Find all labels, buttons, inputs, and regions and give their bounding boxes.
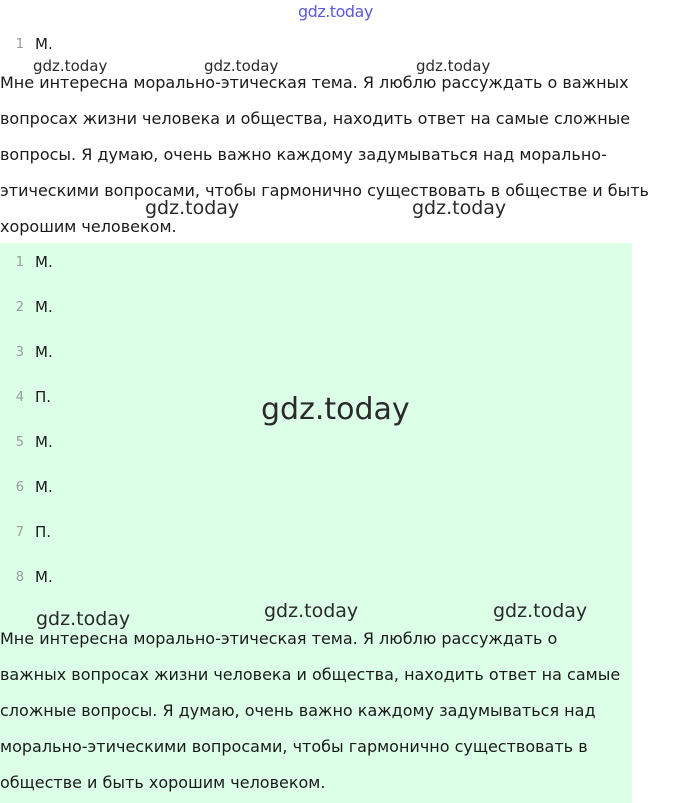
item-answer: П.	[35, 523, 52, 541]
watermark: gdz.today	[416, 57, 491, 75]
watermark: gdz.today	[33, 57, 108, 75]
answer-row	[0, 432, 53, 452]
watermark: gdz.today	[145, 197, 240, 219]
answer-paragraph: Мне интересна морально-этическая тема. Я люблю рассуждать о важных вопросах жизни человека и общества, находить ответ на самые сложные вопросы. Я думаю, очень важно каждому задумываться над морально-этическими вопросами, чтобы гармонично существовать в обществе и быть хорошим человеком.	[0, 73, 649, 236]
answer-row	[0, 297, 53, 317]
site-logo[interactable]: gdz.today	[298, 2, 373, 21]
item-answer: М.	[35, 478, 53, 496]
item-number: 6	[15, 479, 24, 495]
watermark: gdz.today	[36, 608, 131, 630]
answer-row	[0, 477, 53, 497]
watermark: gdz.today	[264, 600, 359, 622]
item-answer: М.	[35, 568, 53, 586]
item-answer: М.	[35, 35, 53, 53]
answer-row	[0, 342, 53, 362]
watermark: gdz.today	[412, 197, 507, 219]
watermark: gdz.today	[261, 392, 410, 427]
item-number: 7	[15, 524, 24, 540]
item-number: 1	[15, 254, 24, 270]
item-number: 2	[15, 299, 24, 315]
answer-row	[0, 567, 53, 587]
item-answer: М.	[35, 298, 53, 316]
item-number: 5	[15, 434, 24, 450]
item-answer: М.	[35, 253, 53, 271]
answer-row	[0, 522, 51, 542]
item-number: 4	[15, 389, 24, 405]
watermark: gdz.today	[204, 57, 279, 75]
item-number: 3	[15, 344, 24, 360]
item-number: 1	[15, 36, 24, 52]
answer-row	[0, 34, 53, 54]
answer-row	[0, 252, 53, 272]
watermark: gdz.today	[493, 600, 588, 622]
item-answer: М.	[35, 343, 53, 361]
answer-row	[0, 387, 51, 407]
item-answer: П.	[35, 388, 52, 406]
item-number: 8	[15, 569, 24, 585]
answer-paragraph: Мне интересна морально-этическая тема. Я люблю рассуждать о важных вопросах жизни человека и общества, находить ответ на самые сложные вопросы. Я думаю, очень важно каждому задумываться над морально-этическими вопросами, чтобы гармонично существовать в обществе и быть хорошим человеком.	[0, 629, 621, 792]
item-answer: М.	[35, 433, 53, 451]
